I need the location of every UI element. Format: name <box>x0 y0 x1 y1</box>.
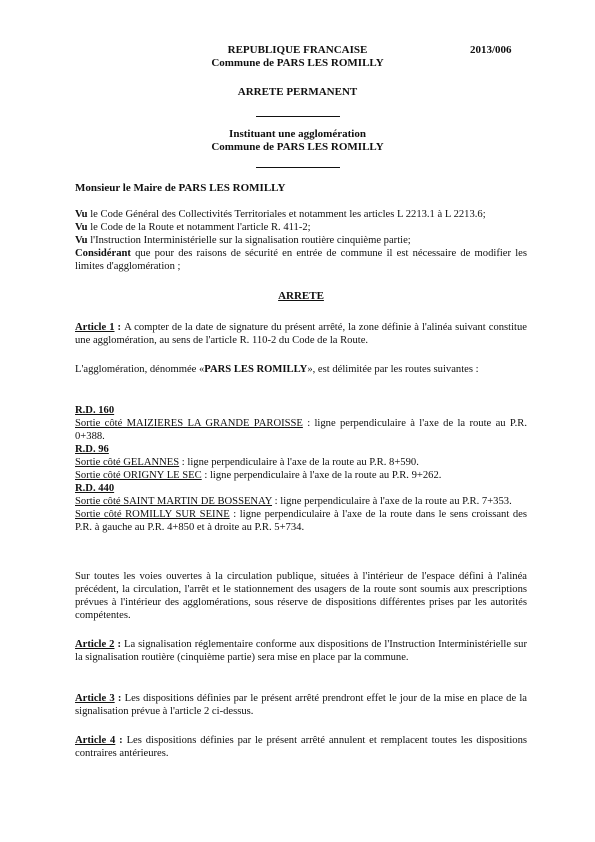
article-separator: : <box>114 322 125 333</box>
exit-place: Sortie côté SAINT MARTIN DE BOSSENAY <box>75 496 273 507</box>
commune-title: Commune de PARS LES ROMILLY <box>211 57 384 69</box>
divider <box>256 116 340 117</box>
road-exit <box>75 456 527 469</box>
road-exit <box>75 469 527 482</box>
considerant <box>75 247 527 273</box>
road-label: R.D. 440 <box>75 483 115 494</box>
article-separator: : <box>114 639 124 650</box>
arrete-heading-text: ARRETE <box>278 290 324 302</box>
article-label: Article 1 <box>75 322 115 333</box>
article-3 <box>75 692 527 718</box>
exit-text: : ligne perpendiculaire à l'axe de la route au P.R. 0+388. <box>75 418 527 442</box>
subject-line-2: Commune de PARS LES ROMILLY <box>211 141 384 153</box>
arrete-heading <box>75 290 527 302</box>
visa-3 <box>75 234 527 247</box>
reference-number: 2013/006 <box>470 44 512 56</box>
exit-place: Sortie côté MAIZIERES LA GRANDE PAROISSE <box>75 418 303 429</box>
article-separator: : <box>114 693 125 704</box>
road-label: R.D. 160 <box>75 405 115 416</box>
article-text: La signalisation réglementaire conforme aux dispositions de l'Instruction Interministérielle sur la signalisation routière (cinquième partie) sera mise en place par la commune. <box>75 639 528 663</box>
article-label: Article 2 <box>75 639 115 650</box>
visa-text: le Code Général des Collectivités Territoriales et notamment les articles L 2213.1 à L 2213.6; <box>87 209 486 220</box>
exit-place: Sortie côté GELANNES <box>75 457 180 468</box>
road-exit <box>75 508 527 534</box>
road-exit <box>75 417 527 443</box>
republic-title: REPUBLIQUE FRANCAISE <box>227 44 368 56</box>
roads-block <box>75 404 527 534</box>
agglo-text-after: », est délimitée par les routes suivantes : <box>307 364 479 375</box>
considerant-text: que pour des raisons de sécurité en entrée de commune il est nécessaire de modifier les limites d'agglomération ; <box>75 248 527 272</box>
agglo-name: PARS LES ROMILLY <box>204 364 308 375</box>
vu-keyword: Vu <box>75 222 88 233</box>
article-text: Les dispositions définies par le présent arrêté annulent et remplacent toutes les dispositions contraires antérieures. <box>75 735 527 759</box>
visa-1 <box>75 208 527 221</box>
visa-text: le Code de la Route et notamment l'article R. 411-2; <box>87 222 311 233</box>
article-separator: : <box>115 735 127 746</box>
article-4 <box>75 734 527 760</box>
article-text: A compter de la date de signature du présent arrêté, la zone définie à l'alinéa suivant constitue une agglomération, au sens de l'article R. 110-2 du Code de la Route. <box>75 322 527 346</box>
circulation-text: Sur toutes les voies ouvertes à la circulation publique, situées à l'intérieur de l'espace défini à l'alinéa précédent, la circulation, l'arrêt et le stationnement des usagers de la route sont soumis aux prescriptions prévues à l'intérieur des agglomérations, sous réserve de dispositions différentes prises par les autorités compétentes. <box>75 571 527 621</box>
exit-text: : ligne perpendiculaire à l'axe de la route au P.R. 9+262. <box>201 470 442 481</box>
visa-text: l'Instruction Interministérielle sur la signalisation routière cinquième partie; <box>87 235 411 246</box>
visa-2 <box>75 221 527 234</box>
road-label: R.D. 96 <box>75 444 109 455</box>
article-text: Les dispositions définies par le présent arrêté prendront effet le jour de la mise en place de la signalisation prévue à l'article 2 ci-dessus. <box>75 693 527 717</box>
visas-block <box>75 208 527 273</box>
article-2 <box>75 638 527 664</box>
article-label: Article 4 <box>75 735 116 746</box>
exit-text: : ligne perpendiculaire à l'axe de la route au P.R. 8+590. <box>179 457 419 468</box>
exit-place: Sortie côté ROMILLY SUR SEINE <box>75 509 230 520</box>
divider <box>256 167 340 168</box>
agglomeration-paragraph <box>75 363 527 376</box>
subject-block <box>170 128 425 154</box>
subject-line-1: Instituant une agglomération <box>229 128 366 140</box>
vu-keyword: Vu <box>75 235 88 246</box>
article-1 <box>75 321 527 347</box>
mayor-line: Monsieur le Maire de PARS LES ROMILLY <box>75 182 286 194</box>
exit-place: Sortie côté ORIGNY LE SEC <box>75 470 202 481</box>
road-exit <box>75 495 527 508</box>
considerant-keyword: Considérant <box>75 248 131 259</box>
arrete-type: ARRETE PERMANENT <box>237 86 358 98</box>
vu-keyword: Vu <box>75 209 88 220</box>
agglo-text-before: L'agglomération, dénommée « <box>75 364 205 375</box>
exit-text: : ligne perpendiculaire à l'axe de la route dans le sens croissant des P.R. à gauche au P.R. 4+850 et à droite au P.R. 5+734. <box>75 509 527 533</box>
article-label: Article 3 <box>75 693 115 704</box>
exit-text: : ligne perpendiculaire à l'axe de la route au P.R. 7+353. <box>272 496 512 507</box>
circulation-paragraph <box>75 570 527 622</box>
header-block <box>190 44 405 70</box>
